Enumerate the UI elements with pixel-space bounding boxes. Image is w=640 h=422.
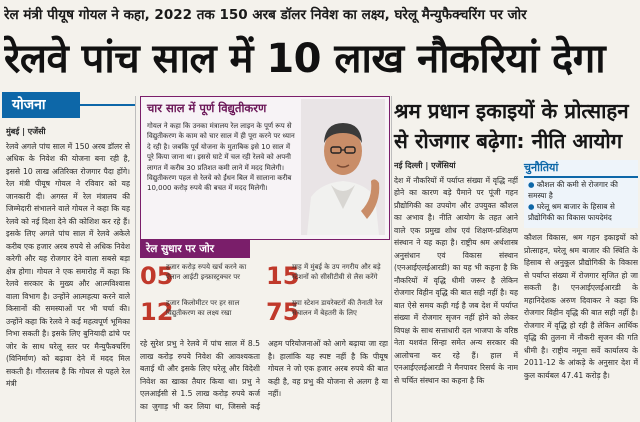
section-label: योजना (2, 92, 80, 118)
reform-number: 75 (266, 298, 300, 326)
reform-text: माह में मुंबई के उप नगरीय और बड़े स्टेशनों को सीसीटीवी से लैस करेंगे (292, 263, 381, 281)
bullet-icon: ● (528, 180, 537, 189)
reform-text: हजार करोड़ रुपये खर्च करने का ऐलान आईटी इन्फ्रास्ट्रक्चर पर (166, 263, 247, 281)
challenge-item (528, 202, 638, 223)
story1-continuation: रहे सुरेश प्रभु ने रेलवे में पांच साल में 8.5 लाख करोड़ रुपये निवेश की आवश्यकता बताई थी और इसके लिए घरेलू और विदेशी निवेश का खाका तैयार किया था। प्रभु ने एलआईसी से 1.5 लाख करोड़ रुपये कर्ज का जुगाड़ भी कर लिया था, जिससे कई अहम परियोजनाओं को आगे बढ़ाया जा रहा है। हालांकि यह स्पष्ट नहीं है कि पीयूष गोयल ने जो एक हजार अरब रुपये की बात कही है, वह प्रभु की योजना से अलग है या नहीं। (140, 339, 388, 411)
reform-number: 12 (140, 298, 174, 326)
challenge-text: घरेलू श्रम बाजार के हिसाब से प्रौद्योगिकी का विकास फायदेमंद (528, 202, 615, 222)
minister-photo (301, 99, 385, 235)
reform-item (140, 260, 260, 294)
column-divider (391, 96, 392, 422)
story2-continuation: कौशल विकास, श्रम गहन इकाइयों को प्रोत्साहन, घरेलू श्रम बाजार की स्थिति के हिसाब से अनुकूल प्रौद्योगिकी के विकास से पर्याप्त संख्या में रोजगार सृजित हो जा सकती है। एनआईएलईआरडी के महानिदेशक अरुण दिवाकर ने कहा कि रोजगार विहीन वृद्धि की बात सही नहीं है। रोजगार में वृद्धि हो रही है लेकिन आर्थिक वृद्धि की तुलना में नौकरी सृजन की गति धीमी है। राष्ट्रीय नमूना सर्वे कार्यालय के 2011-12 के आंकड़े के अनुसार देश में कुल कार्यबल 47.41 करोड़ है। (524, 233, 638, 380)
reform-number: 15 (266, 262, 300, 290)
challenges-box (524, 160, 638, 228)
reform-item (140, 296, 260, 330)
electrification-box (140, 96, 390, 240)
story1-column (6, 126, 130, 422)
main-headline: रेलवे पांच साल में 10 लाख नौकरियां देगा (4, 36, 606, 82)
section-rule (80, 104, 136, 106)
box-text: गोयल ने कहा कि उनका मंत्रालय रेल लाइन के पूर्ण रूप से विद्युतीकरण के काम को चार साल में ही पूरा करने पर ध्यान दे रही है। जबकि पूर्व योजना के मुताबिक इसे 10 साल में पूरे किया जाना था। इससे घाटे में चल रही रेलवे को अपनी लागत में करीब 30 प्रतिशत कमी लाने में मदद मिलेगी। विद्युतीकरण पहल से रेलवे को ईंधन बिल में सालाना करीब 10,000 करोड़ रुपये की बचत में मदद मिलेगी। (147, 122, 295, 193)
reform-text: हजार किलोमीटर पर हर साल विद्युतीकरण का लक्ष्य रखा (166, 299, 240, 317)
reform-text: युवा स्टेशन डायरेक्टरों की तैनाती रेल संचालन में बेहतरी के लिए (292, 299, 383, 317)
reform-item (266, 260, 386, 294)
challenges-heading: चुनौतियां (524, 161, 559, 174)
reforms-heading: रेल सुधार पर जोर (140, 240, 250, 258)
challenge-item (528, 180, 638, 201)
reform-number: 05 (140, 262, 174, 290)
kicker-headline: रेल मंत्री पीयूष गोयल ने कहा, 2022 तक 150 अरब डॉलर निवेश का लक्ष्य, घरेलू मैन्युफैक्चरिंग पर जोर (4, 7, 527, 23)
story2-text: देश में नौकरियों में पर्याप्त संख्या में वृद्धि नहीं होने का कारण बड़े पैमाने पर पूंजी गहन प्रौद्योगिकी का उपयोग और उपयुक्त कौशल का अभाव है। नीति आयोग के तहत आने वाले एक प्रमुख शोध एवं शिक्षण-प्रशिक्षण संस्थान ने यह कहा है। राष्ट्रीय श्रम अर्थशास्त्र अनुसंधान एवं विकास संस्थान (एनआईएलईआरडी) का यह भी कहना है कि नौकरियों में वृद्धि धीमी जरूर है लेकिन रोजगार विहीन वृद्धि की बात सही नहीं है। यह बात ऐसे समय कही गई है जब देश में पर्याप्त संख्या में रोजगार सृजन नहीं होने को लेकर विपक्ष के साथ सत्ताधारी दल भाजपा के वरिष्ठ नेता यशवंत सिन्हा समेत अन्य सरकार की आलोचना कर रहे हैं। हाल में एनआईएलईआरडी ने मैनपावर रिसर्च के नाम से चर्चित संस्थान का कहना है कि (394, 175, 518, 385)
story2-headline: श्रम प्रधान इकाइयों के प्रोत्साहन से रोजगार बढ़ेगा: नीति आयोग (394, 99, 629, 153)
challenge-text: कौशल की कमी से रोजगार की समस्या है (528, 180, 618, 200)
box-heading: चार साल में पूर्ण विद्युतीकरण (147, 101, 267, 115)
column-divider (135, 96, 136, 422)
reform-item (266, 296, 386, 330)
challenges-rule (524, 176, 638, 178)
story2-column (394, 160, 518, 422)
story1-text: रेलवे अगले पांच साल में 150 अरब डॉलर से अधिक के निवेश की योजना बना रही है, इससे 10 लाख अतिरिक्त रोजगार पैदा होंगे। रेल मंत्री पीयूष गोयल ने रविवार को यह जानकारी दी। अगस्त में रेल मंत्रालय की जिम्मेदारी संभालने वाले गोयल ने कहा कि यह रेलवे को नई दिशा देने की कोशिश कर रहे हैं। इसके लिए अगले पांच साल में रेलवे अकेले करीब एक हजार अरब रुपये से अधिक निवेश करेगी और यह रोजगार देने वाला सबसे बड़ा क्षेत्र होगा। गोयल ने एक समारोह में कहा कि रेलवे सरकार के मुख्य और आत्मविश्वास वाला विभाग है। उन्होंने आत्महत्या करने वाले किसानों की समस्याओं पर भी चर्चा की। उन्होंने कहा कि रेलवे ने कई महत्वपूर्ण भूमिका निभा सकती है। इसके लिए बुनियादी ढांचे पर जोर के साथ घरेलू स्तर पर मैन्युफैक्चरिंग (विनिर्माण) को बढ़ावा देने में मदद मिल सकती है। गौरतलब है कि गोयल से पहले रेल मंत्री (6, 141, 130, 388)
reforms-panel (140, 240, 388, 334)
story2-dateline: नई दिल्ली | एजेंसियां (394, 161, 456, 170)
bullet-icon: ● (528, 202, 537, 211)
story1-dateline: मुंबई | एजेंसी (6, 127, 46, 136)
